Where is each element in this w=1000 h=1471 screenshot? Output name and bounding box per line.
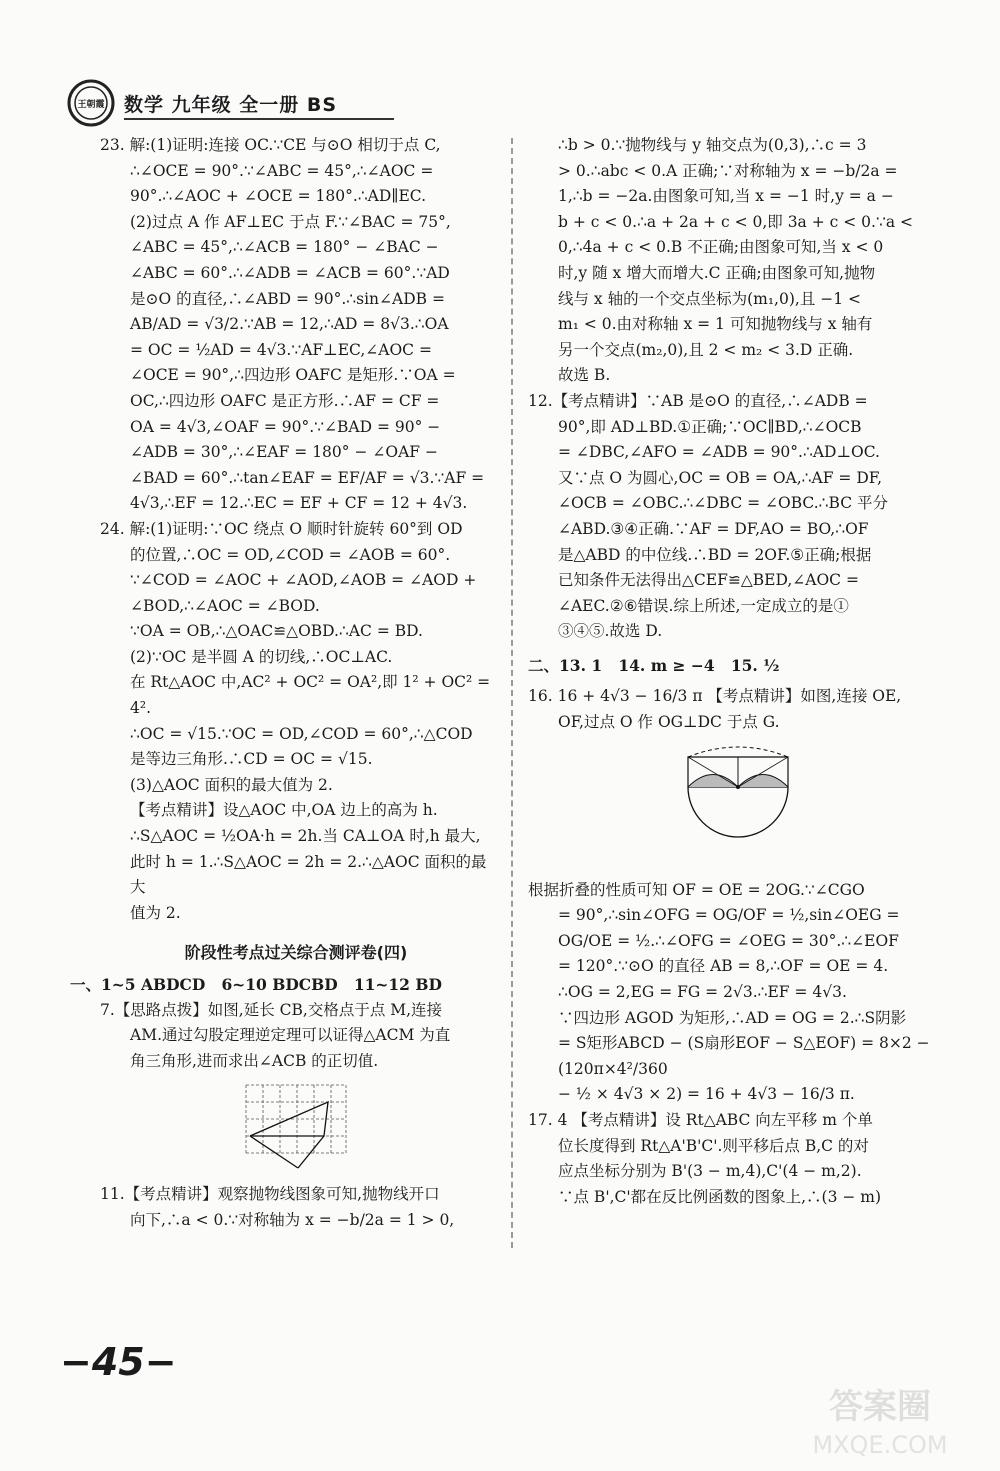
text-line: 根据折叠的性质可知 OF = OE = 2OG.∵∠CGO: [528, 880, 865, 899]
text-line: ∵点 B',C'都在反比例函数的图象上,∴(3 − m): [558, 1187, 882, 1206]
text-line: (3)△AOC 面积的最大值为 2.: [130, 775, 333, 794]
text-line: OG/OE = ½.∴∠OFG = ∠OEG = 30°.∴∠EOF: [558, 931, 899, 950]
page-number: −45−: [60, 1340, 177, 1384]
text-line: 是⊙O 的直径,∴∠ABD = 90°.∴sin∠ADB =: [130, 289, 445, 308]
text-line: = 90°,∴sin∠OFG = OG/OF = ½,sin∠OEG =: [558, 906, 900, 925]
text-line: 90°,即 AD⊥BD.①正确;∵OC∥BD,∴∠OCB: [558, 417, 862, 436]
text-line: OF,过点 O 作 OG⊥DC 于点 G.: [558, 713, 780, 732]
text-line: 1,∴b = −2a.由图象可知,当 x = −1 时,y = a −: [558, 187, 894, 206]
text-line: = S矩形ABCD − (S扇形EOF − S△EOF) = 8×2 − (120π×4²/360: [558, 1034, 935, 1078]
text-line: 此时 h = 1.∴S△AOC = 2h = 2.∴△AOC 面积的最大: [130, 852, 487, 897]
text-line: ③④⑤.故选 D.: [558, 622, 663, 641]
page-header: [66, 78, 446, 128]
text-line: ∴S△AOC = ½OA·h = 2h.当 CA⊥OA 时,h 最大,: [130, 827, 481, 846]
watermark-logo-icon: [780, 1373, 980, 1463]
text-line: 在 Rt△AOC 中,AC² + OC² = OA²,即 1² + OC² = 4².: [130, 673, 496, 718]
text-line: 的位置,∴OC = OD,∠COD = ∠AOB = 60°.: [130, 545, 451, 564]
text-line: AM.通过勾股定理逆定理可以证得△ACM 为直: [130, 1026, 451, 1045]
text-line: 12.【考点精讲】∵AB 是⊙O 的直径,∴∠ADB =: [528, 391, 868, 410]
text-line: = ∠DBC,∠AFO = ∠ADB = 90°.∴AD⊥OC.: [558, 443, 880, 462]
text-line: ∠AEC.②⑥错误.综上所述,一定成立的是①: [558, 596, 849, 615]
text-line: 24. 解:(1)证明:∵OC 绕点 O 顺时针旋转 60°到 OD: [100, 519, 463, 538]
text-line: (2)过点 A 作 AF⊥EC 于点 F.∵∠BAC = 75°,: [130, 212, 451, 231]
text-line: 11.【考点精讲】观察抛物线图象可知,抛物线开口: [100, 1185, 440, 1204]
text-line: 线与 x 轴的一个交点坐标为(m₁,0),且 −1 <: [558, 289, 862, 308]
text-line: 16. 16 + 4√3 − 16/3 π 【考点精讲】如图,连接 OE,: [528, 687, 902, 706]
text-line: 另一个交点(m₂,0),且 2 < m₂ < 3.D 正确.: [558, 340, 854, 359]
text-line: ∠BAD = 60°.∴tan∠EAF = EF/AF = √3.∵AF =: [130, 468, 485, 487]
publisher-logo-icon: [66, 78, 116, 128]
text-line: 值为 2.: [130, 903, 181, 922]
text-line: ∠ABD.③④正确.∵AF = DF,AO = BO,∴OF: [558, 519, 869, 538]
text-line: 23. 解:(1)证明:连接 OC.∵CE 与⊙O 相切于点 C,: [100, 136, 441, 154]
text-line: 位长度得到 Rt△A'B'C'.则平移后点 B,C 的对: [558, 1136, 869, 1155]
text-line: ∴OC = √15.∵OC = OD,∠COD = 60°,∴△COD: [130, 724, 473, 743]
text-line: ∠OCB = ∠OBC.∴∠DBC = ∠OBC.∴BC 平分: [558, 494, 888, 513]
text-line: OC,∴四边形 OAFC 是正方形.∴AF = CF =: [130, 391, 440, 410]
svg-text:答案圈: 答案圈: [829, 1387, 931, 1427]
right-column: [528, 133, 948, 1210]
text-line: − ½ × 4√3 × 2) = 16 + 4√3 − 16/3 π.: [558, 1085, 855, 1104]
svg-text:王朝霞: 王朝霞: [77, 100, 105, 110]
text-line: 故选 B.: [558, 366, 611, 385]
text-line: ∵OA = OB,∴△OAC≌△OBD.∴AC = BD.: [130, 622, 423, 641]
text-line: ∴b > 0.∵抛物线与 y 轴交点为(0,3),∴c = 3: [558, 136, 867, 154]
text-line: 是等边三角形.∴CD = OC = √15.: [130, 750, 373, 769]
text-line: OA = 4√3,∠OAF = 90°.∵∠BAD = 90° −: [130, 417, 441, 436]
text-line: = OC = ½AD = 4√3.∵AF⊥EC,∠AOC =: [130, 340, 432, 359]
text-line: ∵∠COD = ∠AOC + ∠AOD,∠AOB = ∠AOD +: [130, 571, 477, 590]
text-line: AB/AD = √3/2.∵AB = 12,∴AD = 8√3.∴OA: [130, 315, 449, 334]
header-rule: [124, 118, 394, 120]
book-title: 数学 九年级 全一册 BS: [124, 94, 338, 116]
text-line: 已知条件无法得出△CEF≌△BED,∠AOC =: [558, 571, 859, 590]
column-divider: [511, 138, 513, 1248]
text-line: m₁ < 0.由对称轴 x = 1 可知抛物线与 x 轴有: [558, 315, 873, 334]
text-line: 角三角形,进而求出∠ACB 的正切值.: [130, 1051, 379, 1070]
text-line: ∠ABC = 45°,∴∠ACB = 180° − ∠BAC −: [130, 238, 439, 257]
text-line: = 120°.∵⊙O 的直径 AB = 8,∴OF = OE = 4.: [558, 957, 889, 976]
text-line: 又∵点 O 为圆心,OC = OB = OA,∴AF = DF,: [558, 468, 883, 487]
grid-triangle-figure: [236, 1080, 356, 1176]
text-line: 0,∴4a + c < 0.B 不正确;由图象可知,当 x < 0: [558, 238, 884, 257]
choice-answers: 一、1~5 ABDCD 6~10 BDCBD 11~12 BD: [70, 975, 442, 994]
text-line: 应点坐标分别为 B'(3 − m,4),C'(4 − m,2).: [558, 1162, 862, 1181]
text-line: (2)∵OC 是半圆 A 的切线,∴OC⊥AC.: [130, 647, 393, 666]
text-line: 4√3,∴EF = 12.∴EC = EF + CF = 12 + 4√3.: [130, 494, 468, 513]
text-line: > 0.∴abc < 0.A 正确;∵对称轴为 x = −b/2a =: [558, 161, 898, 180]
text-line: 90°.∴∠AOC + ∠OCE = 180°.∴AD∥EC.: [130, 187, 427, 206]
text-line: 17. 4 【考点精讲】设 Rt△ABC 向左平移 m 个单: [528, 1111, 873, 1129]
text-line: ∴∠OCE = 90°.∵∠ABC = 45°,∴∠AOC =: [130, 161, 434, 180]
text-line: 【考点精讲】设△AOC 中,OA 边上的高为 h.: [130, 801, 438, 820]
text-line: ∵四边形 AGOD 为矩形,∴AD = OG = 2.∴S阴影: [558, 1008, 907, 1027]
text-line: 向下,∴a < 0.∵对称轴为 x = −b/2a = 1 > 0,: [130, 1210, 455, 1229]
text-line: ∠BOD,∴∠AOC = ∠BOD.: [130, 596, 320, 615]
left-column: [70, 133, 496, 1234]
text-line: b + c < 0.∴a + 2a + c < 0,即 3a + c < 0.∵a <: [558, 212, 913, 231]
text-line: ∠ABC = 60°.∴∠ADB = ∠ACB = 60°.∵AD: [130, 263, 450, 282]
text-line: 7.【思路点拨】如图,延长 CB,交格点于点 M,连接: [100, 1000, 443, 1019]
fill-answers: 二、13. 1 14. m ≥ −4 15. ½: [528, 655, 780, 675]
folded-circle-figure: [668, 742, 808, 872]
text-line: 时,y 随 x 增大而增大.C 正确;由图象可知,抛物: [558, 263, 876, 282]
text-line: ∠ADB = 30°,∴∠EAF = 180° − ∠OAF −: [130, 443, 438, 462]
section-title: 阶段性考点过关综合测评卷(四): [184, 943, 408, 963]
text-line: ∠OCE = 90°,∴四边形 OAFC 是矩形.∵OA =: [130, 366, 456, 385]
text-line: 是△ABD 的中位线.∴BD = 2OF.⑤正确;根据: [558, 545, 872, 564]
svg-text:MXQE.COM: MXQE.COM: [812, 1431, 948, 1459]
text-line: ∴OG = 2,EG = FG = 2√3.∴EF = 4√3.: [558, 983, 847, 1002]
